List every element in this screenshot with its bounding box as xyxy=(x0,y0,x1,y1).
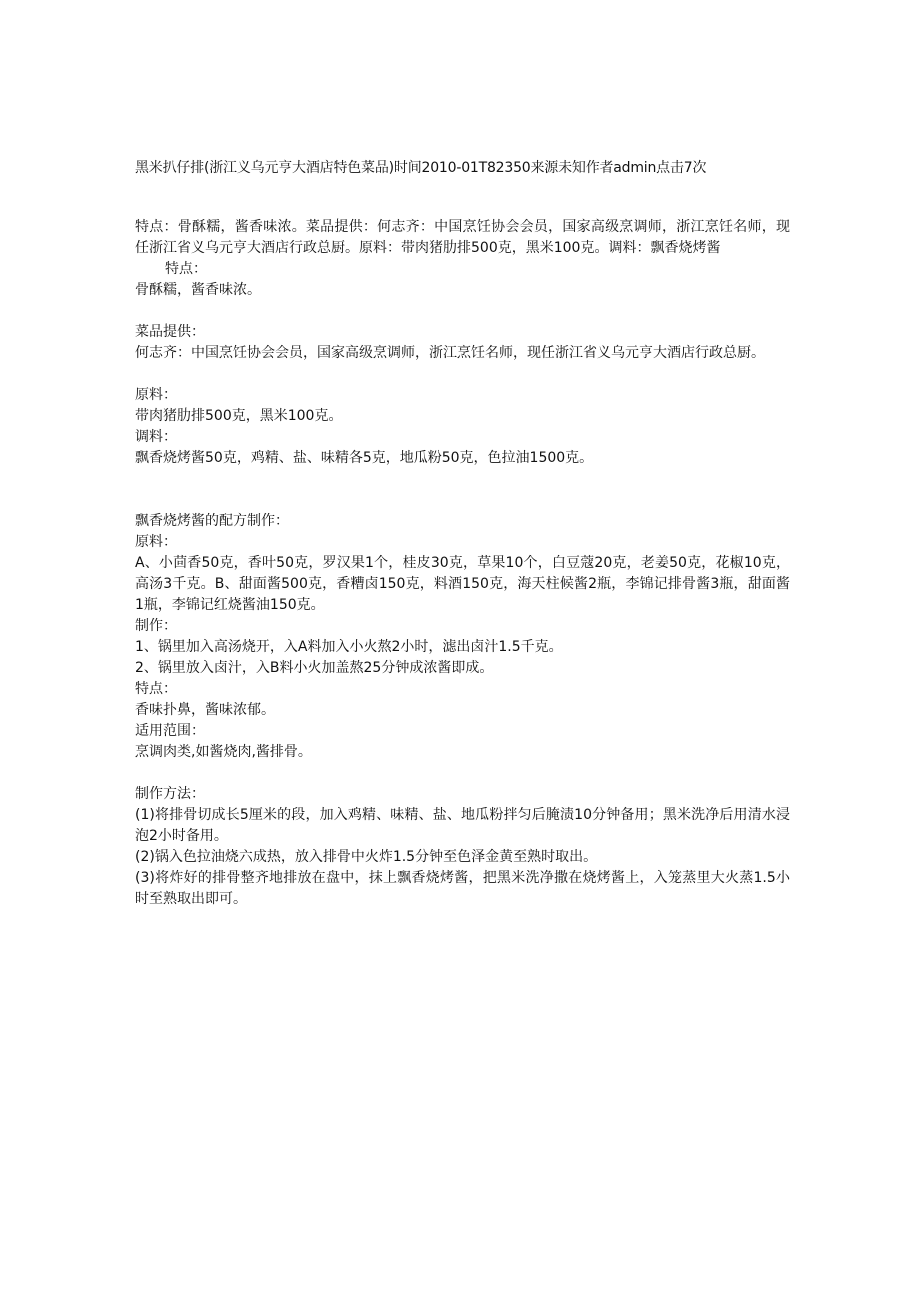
summary-paragraph: 特点：骨酥糯，酱香味浓。菜品提供：何志齐：中国烹饪协会会员，国家高级烹调师，浙江烹饪名师，现任浙江省义乌元亨大酒店行政总厨。原料：带肉猪肋排500克，黑米100克。调料：飘香烧烤酱 xyxy=(135,219,790,256)
document-body xyxy=(135,158,790,910)
sauce-step-1: 1、锅里加入高汤烧开，入A料加入小火熬2小时，滤出卤汁1.5千克。 xyxy=(135,639,563,655)
sauce-heading: 飘香烧烤酱的配方制作： xyxy=(135,513,289,529)
method-step-1: (1)将排骨切成长5厘米的段，加入鸡精、味精、盐、地瓜粉拌匀后腌渍10分钟备用；黑米洗净后用清水浸泡2小时备用。 xyxy=(135,807,790,844)
sauce-method-label: 制作： xyxy=(135,618,177,634)
sauce-features-text: 香味扑鼻，酱味浓郁。 xyxy=(135,702,275,718)
ingredients-label: 原料： xyxy=(135,387,177,403)
sauce-usage-text: 烹调肉类,如酱烧肉,酱排骨。 xyxy=(135,744,312,760)
sauce-ingredients-text: A、小茴香50克，香叶50克，罗汉果1个，桂皮30克，草果10个，白豆蔻20克，老姜50克，花椒10克，高汤3千克。B、甜面酱500克，香糟卤150克，料酒150克，海天柱候酱2瓶，李锦记排骨酱3瓶，甜面酱1瓶，李锦记红烧酱油150克。 xyxy=(135,555,790,613)
sauce-step-2: 2、锅里放入卤汁，入B料小火加盖熬25分钟成浓酱即成。 xyxy=(135,660,494,676)
ingredients-text: 带肉猪肋排500克，黑米100克。 xyxy=(135,408,343,424)
article-title-line: 黑米扒仔排(浙江义乌元亨大酒店特色菜品)时间2010-01T82350来源未知作者admin点击7次 xyxy=(135,160,707,176)
method-step-3: (3)将炸好的排骨整齐地排放在盘中，抹上飘香烧烤酱，把黑米洗净撒在烧烤酱上，入笼蒸里大火蒸1.5小时至熟取出即可。 xyxy=(135,870,790,907)
seasoning-text: 飘香烧烤酱50克，鸡精、盐、味精各5克，地瓜粉50克，色拉油1500克。 xyxy=(135,450,594,466)
sauce-features-label: 特点： xyxy=(135,681,177,697)
method-step-2: (2)锅入色拉油烧六成热，放入排骨中火炸1.5分钟至色泽金黄至熟时取出。 xyxy=(135,849,598,865)
sauce-ingredients-label: 原料： xyxy=(135,534,177,550)
method-label: 制作方法： xyxy=(135,786,205,802)
features-text: 骨酥糯，酱香味浓。 xyxy=(135,282,261,298)
features-label: 特点： xyxy=(165,261,207,277)
seasoning-label: 调料： xyxy=(135,429,177,445)
sauce-usage-label: 适用范围： xyxy=(135,723,205,739)
provider-text: 何志齐：中国烹饪协会会员，国家高级烹调师，浙江烹饪名师，现任浙江省义乌元亨大酒店行政总厨。 xyxy=(135,345,765,361)
provider-label: 菜品提供： xyxy=(135,324,205,340)
